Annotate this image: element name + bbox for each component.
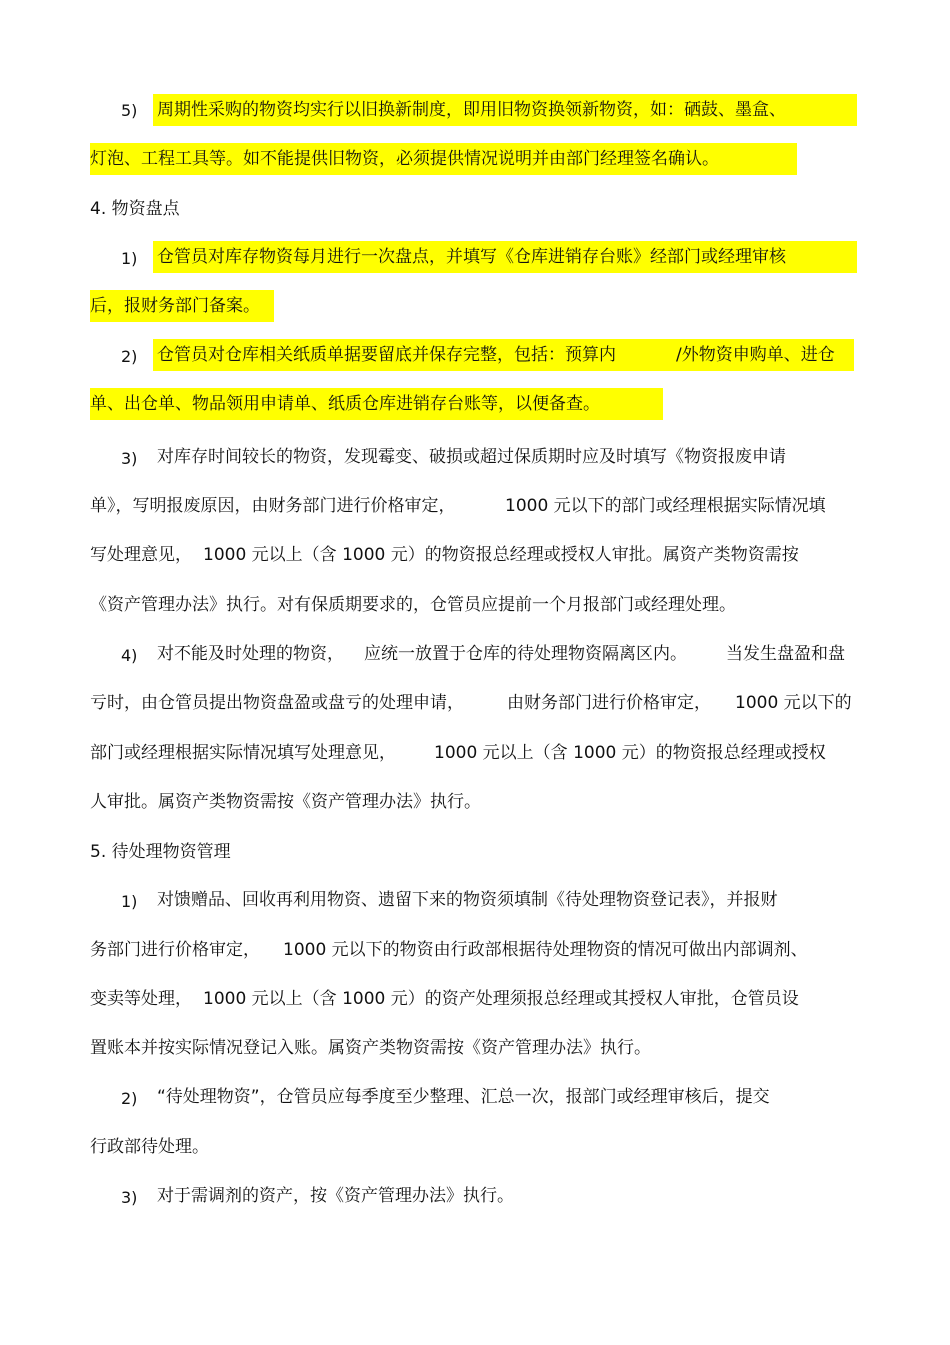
paragraph-line: 单》，写明报废原因，由财务部门进行价格审定， xyxy=(90,496,456,516)
paragraph-line: 对库存时间较长的物资，发现霉变、破损或超过保质期时应及时填写《物资报废申请 xyxy=(157,447,786,467)
paragraph-line: 仓管员对仓库相关纸质单据要留底并保存完整，包括：预算内 xyxy=(157,345,616,365)
paragraph-line: 1000 元以下的部门或经理根据实际情况填 xyxy=(505,496,826,516)
paragraph-line: “待处理物资”，仓管员应每季度至少整理、汇总一次，报部门或经理审核后，提交 xyxy=(157,1087,770,1107)
paragraph-line: 行政部待处理。 xyxy=(90,1137,209,1157)
item-number: 2) xyxy=(121,1089,138,1108)
paragraph-line: 部门或经理根据实际情况填写处理意见， xyxy=(90,743,396,763)
paragraph-line: 周期性采购的物资均实行以旧换新制度，即用旧物资换领新物资，如：硒鼓、墨盒、 xyxy=(157,100,786,120)
item-number: 4) xyxy=(121,646,138,665)
paragraph-line: 当发生盘盈和盘 xyxy=(726,644,845,664)
paragraph-line: 对不能及时处理的物资， xyxy=(157,644,344,664)
paragraph-line: 应统一放置于仓库的待处理物资隔离区内。 xyxy=(364,644,687,664)
paragraph-line: 仓管员对库存物资每月进行一次盘点，并填写《仓库进销存台账》经部门或经理审核 xyxy=(157,247,786,267)
paragraph-line: 后，报财务部门备案。 xyxy=(90,296,260,316)
paragraph-line: 对馈赠品、回收再利用物资、遗留下来的物资须填制《待处理物资登记表》，并报财 xyxy=(157,890,778,910)
paragraph-line: 务部门进行价格审定， xyxy=(90,940,260,960)
paragraph-line: 亏时，由仓管员提出物资盘盈或盘亏的处理申请， xyxy=(90,693,464,713)
section-heading: 4. 物资盘点 xyxy=(90,199,180,219)
item-number: 1) xyxy=(121,892,138,911)
paragraph-line: 人审批。属资产类物资需按《资产管理办法》执行。 xyxy=(90,792,481,812)
paragraph-line: 1000 元以上（含 1000 元）的物资报总经理或授权人审批。属资产类物资需按 xyxy=(203,545,799,565)
paragraph-line: /外物资申购单、进仓 xyxy=(676,345,835,365)
paragraph-line: 《资产管理办法》执行。对有保质期要求的，仓管员应提前一个月报部门或经理处理。 xyxy=(90,595,736,615)
item-number: 3) xyxy=(121,449,138,468)
paragraph-line: 对于需调剂的资产，按《资产管理办法》执行。 xyxy=(157,1186,514,1206)
paragraph-line: 置账本并按实际情况登记入账。属资产类物资需按《资产管理办法》执行。 xyxy=(90,1038,651,1058)
section-heading: 5. 待处理物资管理 xyxy=(90,842,231,862)
item-number: 3) xyxy=(121,1188,138,1207)
paragraph-line: 1000 元以上（含 1000 元）的物资报总经理或授权 xyxy=(434,743,826,763)
paragraph-line: 写处理意见， xyxy=(90,545,192,565)
paragraph-line: 1000 元以下的 xyxy=(735,693,852,713)
item-number: 1) xyxy=(121,249,138,268)
item-number: 2) xyxy=(121,347,138,366)
paragraph-line: 1000 元以下的物资由行政部根据待处理物资的情况可做出内部调剂、 xyxy=(283,940,808,960)
paragraph-line: 单、出仓单、物品领用申请单、纸质仓库进销存台账等，以便备查。 xyxy=(90,394,600,414)
paragraph-line: 1000 元以上（含 1000 元）的资产处理须报总经理或其授权人审批，仓管员设 xyxy=(203,989,799,1009)
paragraph-line: 灯泡、工程工具等。如不能提供旧物资，必须提供情况说明并由部门经理签名确认。 xyxy=(90,149,719,169)
paragraph-line: 变卖等处理， xyxy=(90,989,192,1009)
paragraph-line: 由财务部门进行价格审定， xyxy=(507,693,711,713)
item-number: 5) xyxy=(121,101,138,120)
